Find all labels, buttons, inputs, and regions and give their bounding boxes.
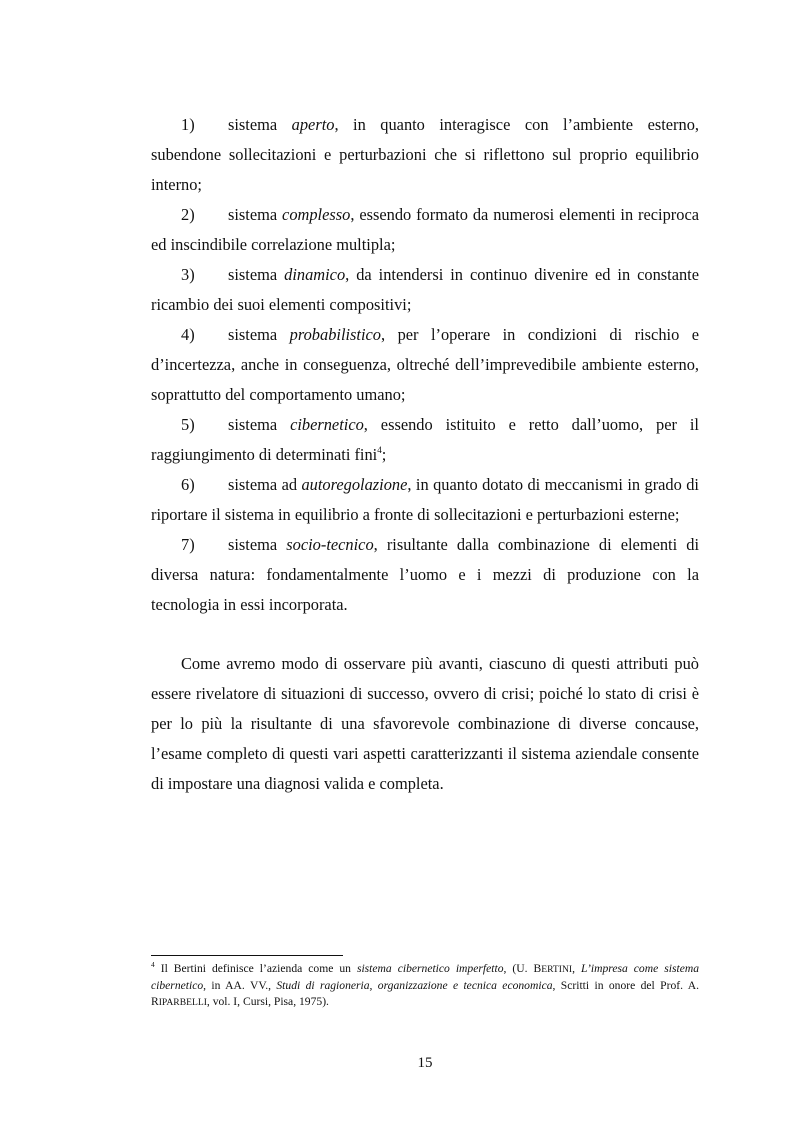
list-item: 2) sistema complesso, essendo formato da numerosi elementi in reciproca ed inscindibile correlazione multipla; <box>151 200 699 260</box>
item-term: socio-tecnico <box>286 535 374 554</box>
list-item: 5) sistema cibernetico, essendo istituito e retto dall’uomo, per il raggiungimento di determinati fini$^4$; <box>151 410 699 470</box>
footnote: $^4$ Il Bertini definisce l’azienda come un sistema cibernetico imperfetto, (U. BERTINI, L’impresa come sistema cibernetico, in AA. VV., Studi di ragioneria, organizzazione e tecnica economica, Scritti in onore del Prof. A. RIPARBELLI, vol. I, Cursi, Pisa, 1975). <box>151 960 700 1008</box>
author-name: BERTINI <box>533 962 573 975</box>
item-term: complesso <box>282 205 351 224</box>
item-number: 1) <box>181 115 195 134</box>
item-term: probabilistico <box>289 325 382 344</box>
body-paragraph: Come avremo modo di osservare più avanti, ciascuno di questi attributi può essere rivelatore di situazioni di successo, ovvero di crisi; poiché lo stato di crisi è per lo più la risultante di una sfavorevole combinazione di diverse concause, l’esame completo di questi vari aspetti caratterizzanti il sistema aziendale consente di impostare una diagnosi valida e completa. <box>151 654 699 793</box>
list-item: 4) sistema probabilistico, per l’operare in condizioni di rischio e d’incertezza, anche in conseguenza, oltreché dell’imprevedibile ambiente esterno, soprattutto del comportamento umano; <box>151 320 699 410</box>
list-item: 1) sistema aperto, in quanto interagisce con l’ambiente esterno, subendone sollecitazioni e perturbazioni che si riflettono sul proprio equilibrio interno; <box>151 110 699 200</box>
item-number: 7) <box>181 535 195 554</box>
item-term: aperto <box>291 115 335 134</box>
item-term: dinamico <box>284 265 346 284</box>
item-term: autoregolazione <box>301 475 408 494</box>
list-item: 6) sistema ad autoregolazione, in quanto dotato di meccanismi in grado di riportare il sistema in equilibrio a fronte di sollecitazioni e perturbazioni esterne; <box>151 470 699 530</box>
list-item: 7) sistema socio-tecnico, risultante dalla combinazione di elementi di diversa natura: fondamentalmente l’uomo e i mezzi di produzione con la tecnologia in essi incorporata. <box>151 530 699 620</box>
item-number: 5) <box>181 415 195 434</box>
list-item: 3) sistema dinamico, da intendersi in continuo divenire ed in constante ricambio dei suoi elementi compositivi; <box>151 260 699 320</box>
item-term: cibernetico <box>290 415 364 434</box>
author-name: RIPARBELLI <box>151 995 207 1008</box>
main-content <box>151 110 699 799</box>
footnote-divider <box>151 955 343 956</box>
item-number: 2) <box>181 205 195 224</box>
page-number: 15 <box>417 1055 433 1071</box>
item-number: 4) <box>181 325 195 344</box>
footnote-marker: 4 <box>151 960 155 969</box>
item-number: 6) <box>181 475 195 494</box>
footnote-ref[interactable]: 4 <box>377 445 382 455</box>
item-number: 3) <box>181 265 195 284</box>
